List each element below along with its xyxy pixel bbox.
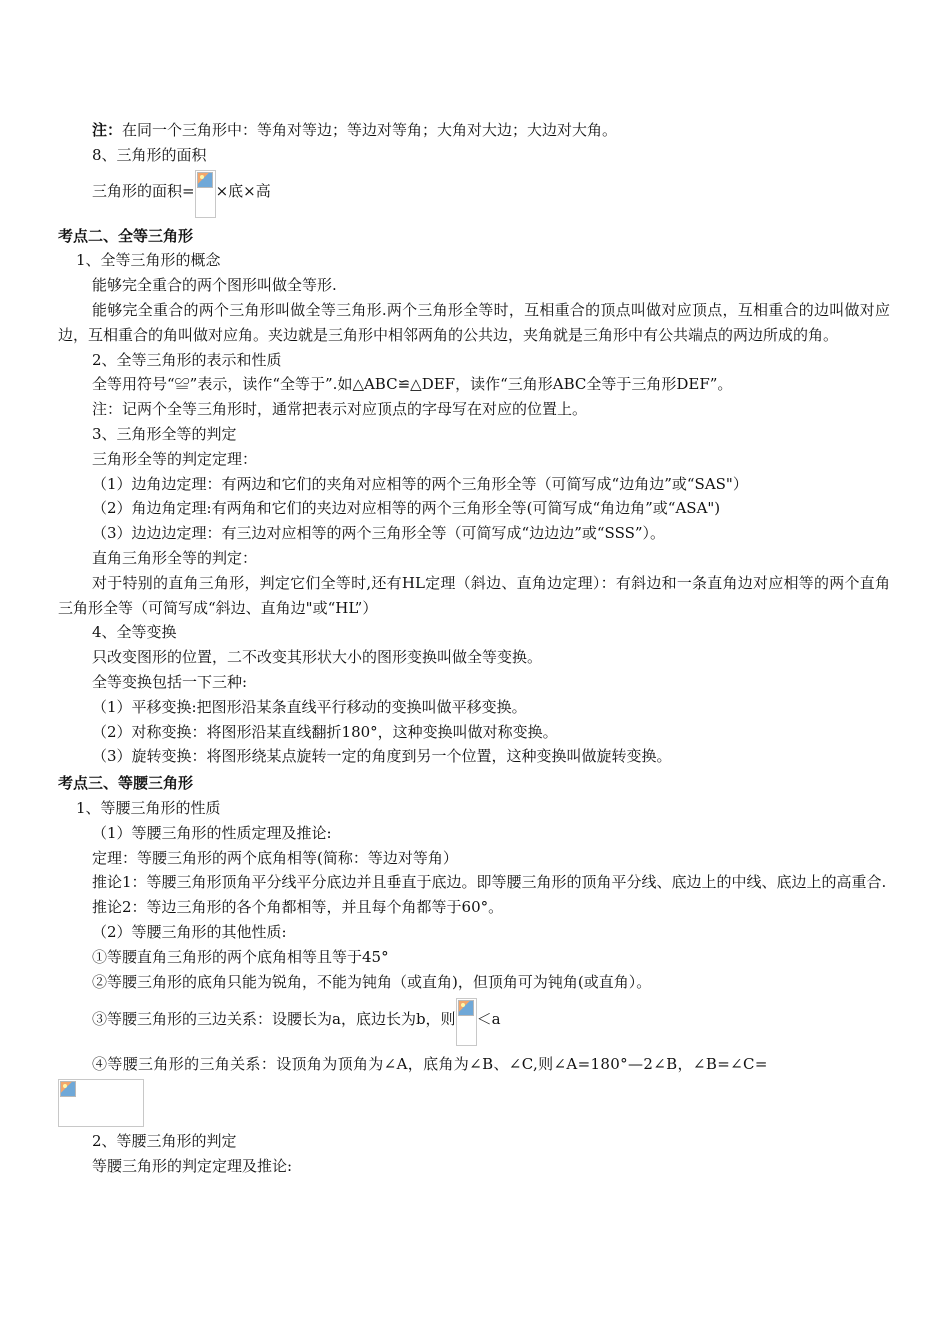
broken-image-icon [58, 1079, 144, 1127]
c1-para-b: 能够完全重合的两个三角形叫做全等三角形.两个三角形全等时，互相重合的顶点叫做对应顶点，互相重合的边叫做对应边，互相重合的角叫做对应角。夹边就是三角形中相邻两角的公共边，夹角就是三角形中有公共端点的两边所成的角。 [58, 300, 890, 344]
d1-item-4 [58, 1052, 890, 1127]
c4-para-a: 只改变图形的位置，二不改变其形状大小的图形变换叫做全等变换。 [92, 648, 543, 667]
c3-right-heading: 直角三角形全等的判定： [92, 548, 258, 567]
d1-para-a: （1）等腰三角形的性质定理及推论: [92, 823, 332, 842]
note-body: 在同一个三角形中：等角对等边；等边对等角；大角对大边；大边对大角。 [122, 121, 618, 139]
c4-para-b: 全等变换包括一下三种: [92, 672, 248, 691]
section-8-heading: 8、三角形的面积 [92, 145, 207, 164]
c4-rotation: （3）旋转变换：将图形绕某点旋转一定的角度到另一个位置，这种变换叫做旋转变换。 [92, 747, 672, 766]
broken-image-icon [456, 998, 477, 1046]
c3-heading: 3、三角形全等的判定 [92, 424, 237, 443]
c3-hl: 对于特别的直角三角形，判定它们全等时,还有HL定理（斜边、直角边定理）：有斜边和一条直角边对应相等的两个直角三角形全等（可简写成“斜边、直角边"或“HL”） [58, 573, 890, 617]
c4-reflection: （2）对称变换：将图形沿某直线翻折180°，这种变换叫做对称变换。 [92, 722, 558, 741]
d1-theorem: 定理：等腰三角形的两个底角相等(简称：等边对等角） [92, 848, 458, 867]
d1-item-1: ①等腰直角三角形的两个底角相等且等于45° [92, 947, 389, 966]
d1-other-heading: （2）等腰三角形的其他性质: [92, 922, 287, 941]
c2-para-b: 注：记两个全等三角形时，通常把表示对应顶点的字母写在对应的位置上。 [92, 400, 588, 419]
c4-translation: （1）平移变换:把图形沿某条直线平行移动的变换叫做平移变换。 [92, 697, 527, 716]
d1-item-2: ②等腰三角形的底角只能为锐角，不能为钝角（或直角)，但顶角可为钝角(或直角）。 [92, 972, 652, 991]
topic-2-heading: 考点二、全等三角形 [58, 226, 194, 245]
d2-para-a: 等腰三角形的判定定理及推论: [92, 1156, 293, 1175]
d1-heading: 1、等腰三角形的性质 [76, 798, 221, 817]
c3-sss: （3）边边边定理：有三边对应相等的两个三角形全等（可简写成“边边边”或“SSS”）。 [92, 524, 666, 543]
d1-item-3 [58, 998, 890, 1046]
area-formula-prefix: 三角形的面积= [92, 181, 195, 200]
c3-para-a: 三角形全等的判定定理： [92, 449, 258, 468]
d1-item-4-text: ④等腰三角形的三角关系：设顶角为顶角为∠A，底角为∠B、∠C,则∠A=180°—2∠B，∠B=∠C= [92, 1055, 768, 1074]
d1-corollary-1: 推论1：等腰三角形顶角平分线平分底边并且垂直于底边。即等腰三角形的顶角平分线、底边上的中线、底边上的高重合. [92, 873, 887, 892]
c3-sas: （1）边角边定理：有两边和它们的夹角对应相等的两个三角形全等（可简写成“边角边”或“SAS"） [92, 474, 748, 493]
c1-para-a: 能够完全重合的两个图形叫做全等形. [92, 276, 337, 295]
d1-corollary-2: 推论2：等边三角形的各个角都相等，并且每个角都等于60°。 [92, 898, 504, 917]
note-lead: 注： [92, 121, 123, 139]
document-page [58, 118, 890, 1179]
c1-heading: 1、全等三角形的概念 [76, 251, 221, 270]
topic-3-heading: 考点三、等腰三角形 [58, 774, 194, 793]
d1-item-3-suffix: ＜a [476, 1010, 501, 1029]
c2-heading: 2、全等三角形的表示和性质 [92, 350, 282, 369]
d2-heading: 2、等腰三角形的判定 [92, 1132, 237, 1151]
broken-image-icon [195, 170, 216, 218]
c3-asa: （2）角边角定理:有两角和它们的夹边对应相等的两个三角形全等(可简写成“角边角”或“ASA") [92, 499, 721, 518]
c2-para-a: 全等用符号“≌”表示，读作“全等于”.如△ABC≌△DEF，读作“三角形ABC全等于三角形DEF”。 [92, 375, 733, 394]
area-formula-suffix: ×底×高 [215, 181, 271, 200]
area-formula-line [58, 170, 890, 218]
note-line [58, 118, 890, 143]
d1-item-3-prefix: ③等腰三角形的三边关系：设腰长为a，底边长为b，则 [92, 1010, 456, 1029]
c4-heading: 4、全等变换 [92, 623, 177, 642]
